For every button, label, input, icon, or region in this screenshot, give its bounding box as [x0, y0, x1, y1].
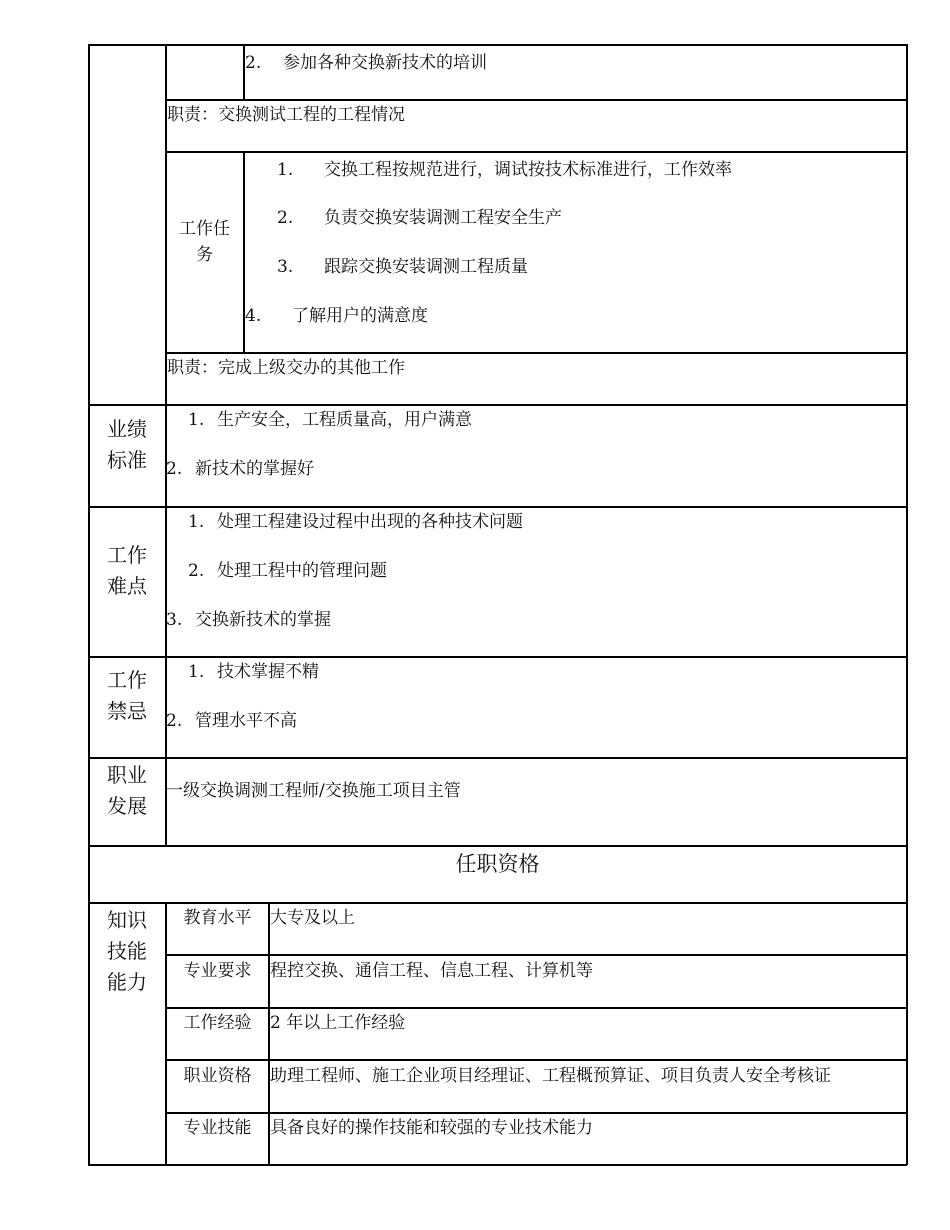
list-text: 生产安全，工程质量高，用户满意	[217, 410, 472, 430]
list-text: 处理工程中的管理问题	[217, 561, 387, 581]
skills-label: 知识 技能 能力	[107, 908, 147, 994]
list-number: 1.	[188, 512, 205, 532]
skills-value: 2 年以上工作经验	[270, 1013, 406, 1033]
task-item	[245, 306, 428, 326]
task-item	[277, 257, 528, 277]
list-item	[188, 561, 387, 581]
list-number: 2.	[166, 459, 183, 479]
duty-text: 职责：完成上级交办的其他工作	[167, 358, 405, 378]
skills-key: 工作经验	[183, 1013, 252, 1033]
list-number: 1.	[277, 160, 294, 180]
duty-text: 职责：交换测试工程的工程情况	[167, 105, 405, 125]
list-item	[245, 53, 487, 73]
table-border-bottom	[88, 1164, 907, 1166]
performance-label: 业绩 标准	[107, 417, 147, 472]
list-text: 技术掌握不精	[217, 662, 319, 682]
list-text: 跟踪交换安装调测工程质量	[324, 257, 528, 277]
list-number: 2.	[188, 561, 205, 581]
taboos-label: 工作 禁忌	[107, 668, 147, 723]
list-text: 负责交换安装调测工程安全生产	[324, 208, 562, 228]
row-line	[165, 352, 907, 354]
list-text: 交换工程按规范进行，调试按技术标准进行，工作效率	[324, 160, 732, 180]
list-item	[188, 512, 523, 532]
section-line	[88, 506, 907, 508]
skills-key: 专业要求	[183, 961, 252, 981]
skills-row-line	[165, 1112, 907, 1114]
skills-key: 职业资格	[183, 1066, 252, 1086]
list-text: 交换新技术的掌握	[195, 610, 331, 630]
skills-value: 助理工程师、施工企业项目经理证、工程概预算证、项目负责人安全考核证	[270, 1066, 831, 1086]
list-text: 参加各种交换新技术的培训	[283, 53, 487, 73]
skills-row-line	[165, 1007, 907, 1009]
task-label: 工作任 务	[179, 219, 230, 265]
section-line	[88, 404, 907, 406]
list-item	[166, 610, 331, 630]
skills-value: 程控交换、通信工程、信息工程、计算机等	[270, 961, 593, 981]
table-border-top	[88, 44, 907, 46]
section-line	[88, 845, 907, 847]
skills-value: 大专及以上	[270, 908, 355, 928]
list-item	[166, 711, 297, 731]
list-number: 1.	[188, 662, 205, 682]
list-number: 1.	[188, 410, 205, 430]
list-item	[166, 459, 314, 479]
table-border-right	[906, 44, 908, 1165]
list-text: 了解用户的满意度	[292, 306, 428, 326]
list-number: 3.	[277, 257, 294, 277]
list-item	[188, 662, 319, 682]
list-number: 2.	[277, 208, 294, 228]
list-text: 新技术的掌握好	[195, 459, 314, 479]
skills-row-line	[165, 1059, 907, 1061]
career-label: 职业 发展	[107, 763, 147, 818]
skills-key: 专业技能	[183, 1118, 252, 1138]
list-text: 管理水平不高	[195, 711, 297, 731]
task-item	[277, 208, 562, 228]
section-line	[88, 757, 907, 759]
skills-row-line	[165, 954, 907, 956]
section-line	[88, 902, 907, 904]
skills-value: 具备良好的操作技能和较强的专业技术能力	[270, 1118, 593, 1138]
section-line	[88, 656, 907, 658]
list-number: 2.	[166, 711, 183, 731]
list-number: 2.	[245, 53, 262, 73]
qualification-title: 任职资格	[455, 852, 540, 876]
row-line	[165, 151, 907, 153]
row-line	[165, 99, 907, 101]
list-number: 4.	[245, 306, 262, 326]
skills-key: 教育水平	[183, 908, 252, 928]
difficulties-label: 工作 难点	[107, 543, 147, 598]
list-item	[188, 410, 472, 430]
task-item	[277, 160, 732, 180]
list-text: 处理工程建设过程中出现的各种技术问题	[217, 512, 523, 532]
list-number: 3.	[166, 610, 183, 630]
career-path: 一级交换调测工程师/交换施工项目主管	[166, 781, 461, 801]
